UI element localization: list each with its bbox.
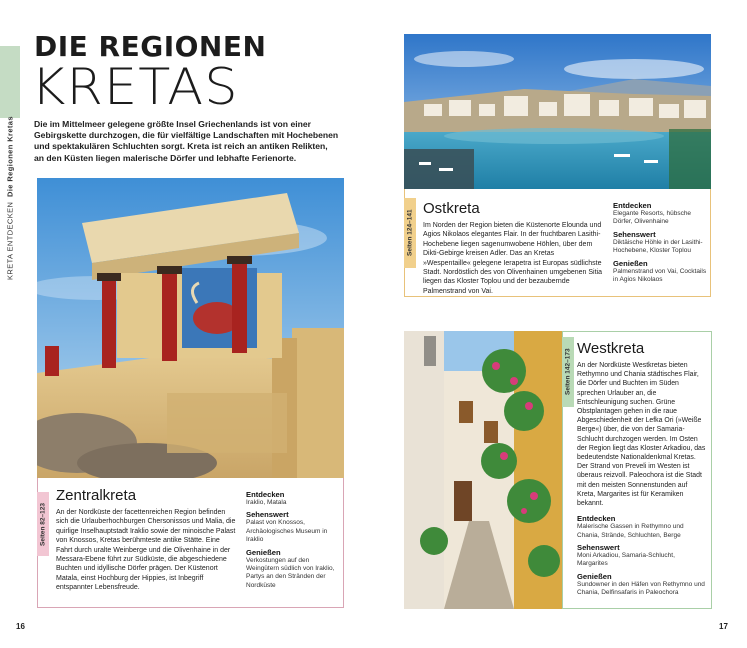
ostkreta-text: Im Norden der Region bieten die Küstenorte Elounda und Agios Nikolaos elegantes Flair. In der fruchtbaren Lasithi-Hochebene liegen sagenumwobene Höhlen, über dem Dikti-Gebirge kreisen Adler. Das an Kretas »Wespentaille« gelegene Ierapetra ist Europas südlichste Stadt. Nordöstlich des von Olivenhainen umgebenen Sitia liegen das Kloster Toplou und der bezaubernde Palmenstrand von Vai. (423, 222, 602, 295)
westkreta-text: An der Nordküste Westkretas bieten Rethymno und Chania städtisches Flair, die Dörfer und Buchten im Süden sprechen Urlauber an, die Entschleunigung suchen. Grüne Obstplantagen gehen in die raue Abgeschiedenheit der Lefka Ori (»Weiße Berge«) über, die von der Samaria-Schlucht durchzogen werden. Im Osten der Region liegt das Kloster Arkadiou, das bedeutendste Nationaldenkmal Kretas. Der Strand von Preveli im Westen ist überaus reizvoll. Paleochora ist die Stadt mit den meisten Sonnenstunden auf Kreta, Margarites ist für Keramiken bekannt. (577, 362, 706, 508)
harbor-illustration (404, 34, 711, 189)
entdecken-text: Iraklio, Matala (246, 499, 287, 506)
agios-nikolaos-photo (404, 34, 711, 189)
page-title-line2: KRETAS (31, 58, 239, 116)
ostkreta-title: Ostkreta (423, 200, 480, 217)
chapter-name: KRETA ENTDECKEN (5, 201, 15, 280)
geniessen-text: Palmenstrand von Vai, Cocktails in Agios Nikolaos (613, 267, 707, 284)
entdecken-heading: Entdecken (246, 490, 285, 499)
section-name: Die Regionen Kretas (5, 115, 15, 197)
zentralkreta-text: An der Nordküste der facettenreichen Region befinden sich die Urlauberhochburgen Chersonissos und Malia, die quirlige Inselhauptstadt Iraklio sowie der minoische Palast von Knossos, Kretas berühmteste antike Stätte. Eine Fahrt durch uralte Weinberge und die Olivenhaine in der Messara-Ebene führt zur Südküste, die abgeschiedene Buchten und idyllische Dörfer prägen. Der Küstenort Matala, einst Hochburg der Hippies, ist Inbegriff entspannter Lebensfreude. (56, 509, 236, 592)
geniessen-heading: Genießen (613, 258, 648, 268)
chania-alley-photo (404, 331, 562, 609)
zentralkreta-info (246, 487, 338, 590)
intro-text: Die im Mittelmeer gelegene größte Insel Griechenlands ist von einer Gebirgskette durchzogen, die für vielfältige Landschaften mit Hochebenen und spektakulären Schluchten sorgt. Kreta ist reich an antiken Relikten, an den Küsten liegen malerische Dörfer und lebhafte Ferienorte. (34, 119, 339, 163)
entdecken-heading: Entdecken (577, 514, 616, 524)
page-number-right: 17 (719, 622, 728, 631)
page-title-line1: DIE REGIONEN (34, 30, 267, 63)
sehenswert-heading: Sehenswert (613, 229, 656, 239)
geniessen-text: Verkostungen auf den Weingütern südlich von Iraklio, Partys an den Stränden der Nordküste (246, 556, 335, 589)
entdecken-text: Malerische Gassen in Rethymno und Chania, Strände, Schluchten, Berge (577, 523, 684, 539)
sehenswert-text: Palast von Knossos, Archäologisches Museum in Iraklio (246, 519, 328, 544)
sehenswert-heading: Sehenswert (246, 510, 289, 520)
zentralkreta-content (56, 487, 236, 593)
chapter-running-head (2, 115, 18, 280)
westkreta-page-tab: Seiten 142–173 (562, 337, 574, 407)
sehenswert-text: Moni Arkadiou, Samaria-Schlucht, Margarites (577, 552, 675, 568)
entdecken-text: Elegante Resorts, hübsche Dörfer, Olivenhaine (613, 210, 692, 226)
zentralkreta-title: Zentralkreta (56, 487, 137, 504)
knossos-illustration (37, 178, 344, 478)
zentralkreta-page-tab: Seiten 82–123 (37, 492, 49, 556)
ostkreta-page-tab: Seiten 124–141 (404, 198, 416, 268)
entdecken-heading: Entdecken (613, 201, 652, 210)
westkreta-content (577, 340, 707, 598)
sehenswert-heading: Sehenswert (577, 543, 620, 553)
chapter-color-tab (0, 46, 20, 118)
westkreta-title: Westkreta (577, 340, 645, 357)
knossos-photo (37, 178, 344, 478)
alley-illustration (404, 331, 562, 609)
geniessen-heading: Genießen (246, 547, 281, 557)
ostkreta-content (423, 200, 603, 296)
page-number-left: 16 (16, 622, 25, 631)
ostkreta-info (613, 198, 707, 284)
geniessen-heading: Genießen (577, 571, 612, 581)
geniessen-text: Sundowner in den Häfen von Rethymno und Chania, Delfinsafaris in Paleochora (577, 580, 705, 597)
westkreta-info (577, 514, 707, 597)
sehenswert-text: Diktäische Höhle in der Lasithi-Hochebene, Kloster Toplou (613, 238, 703, 255)
